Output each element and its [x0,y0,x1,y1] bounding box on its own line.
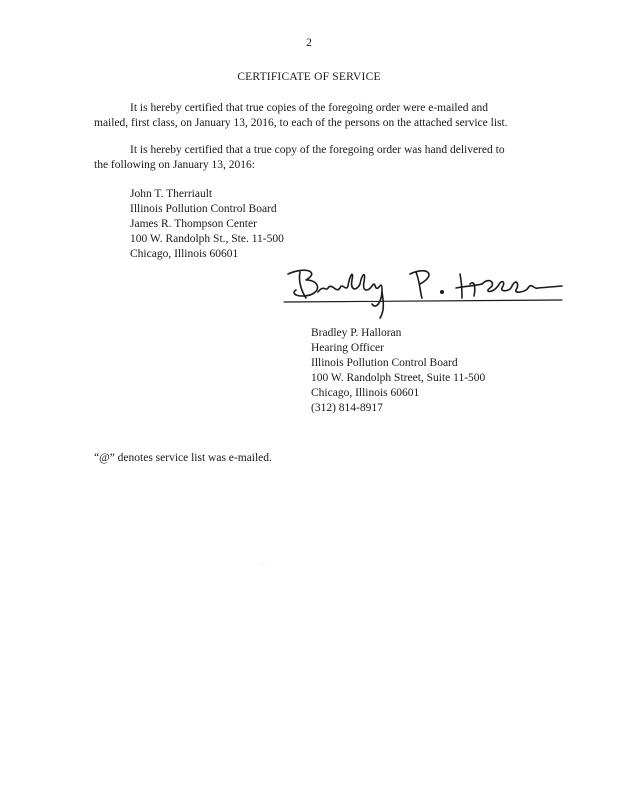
recipient-name: John T. Therriault [130,188,213,200]
paragraph-line: It is hereby certified that a true copy of the foregoing order was hand delivered to [130,144,505,156]
officer-phone: (312) 814-8917 [311,402,383,414]
recipient-building: James R. Thompson Center [130,218,257,230]
paragraph-line: mailed, first class, on January 13, 2016, to each of the persons on the attached service list. [94,117,508,129]
officer-city: Chicago, Illinois 60601 [311,387,420,399]
officer-street: 100 W. Randolph Street, Suite 11-500 [311,372,486,384]
service-paragraph-email [94,101,534,131]
scan-speck [257,563,269,566]
signature-graphic [270,262,565,320]
document-title: CERTIFICATE OF SERVICE [237,71,381,83]
officer-name: Bradley P. Halloran [311,327,402,339]
recipient-organization: Illinois Pollution Control Board [130,203,277,215]
officer-organization: Illinois Pollution Control Board [311,357,458,369]
handwritten-signature [270,262,565,320]
hearing-officer-block [311,326,485,416]
recipient-address-block [130,187,284,262]
page-number: 2 [306,37,312,49]
email-legend-note: “@” denotes service list was e-mailed. [94,452,272,464]
recipient-street: 100 W. Randolph St., Ste. 11-500 [130,233,284,245]
paragraph-line: It is hereby certified that true copies of the foregoing order were e-mailed and [130,102,488,114]
paragraph-line: the following on January 13, 2016: [94,159,255,171]
recipient-city: Chicago, Illinois 60601 [130,248,239,260]
officer-title: Hearing Officer [311,342,384,354]
service-paragraph-hand-delivery [94,143,534,173]
